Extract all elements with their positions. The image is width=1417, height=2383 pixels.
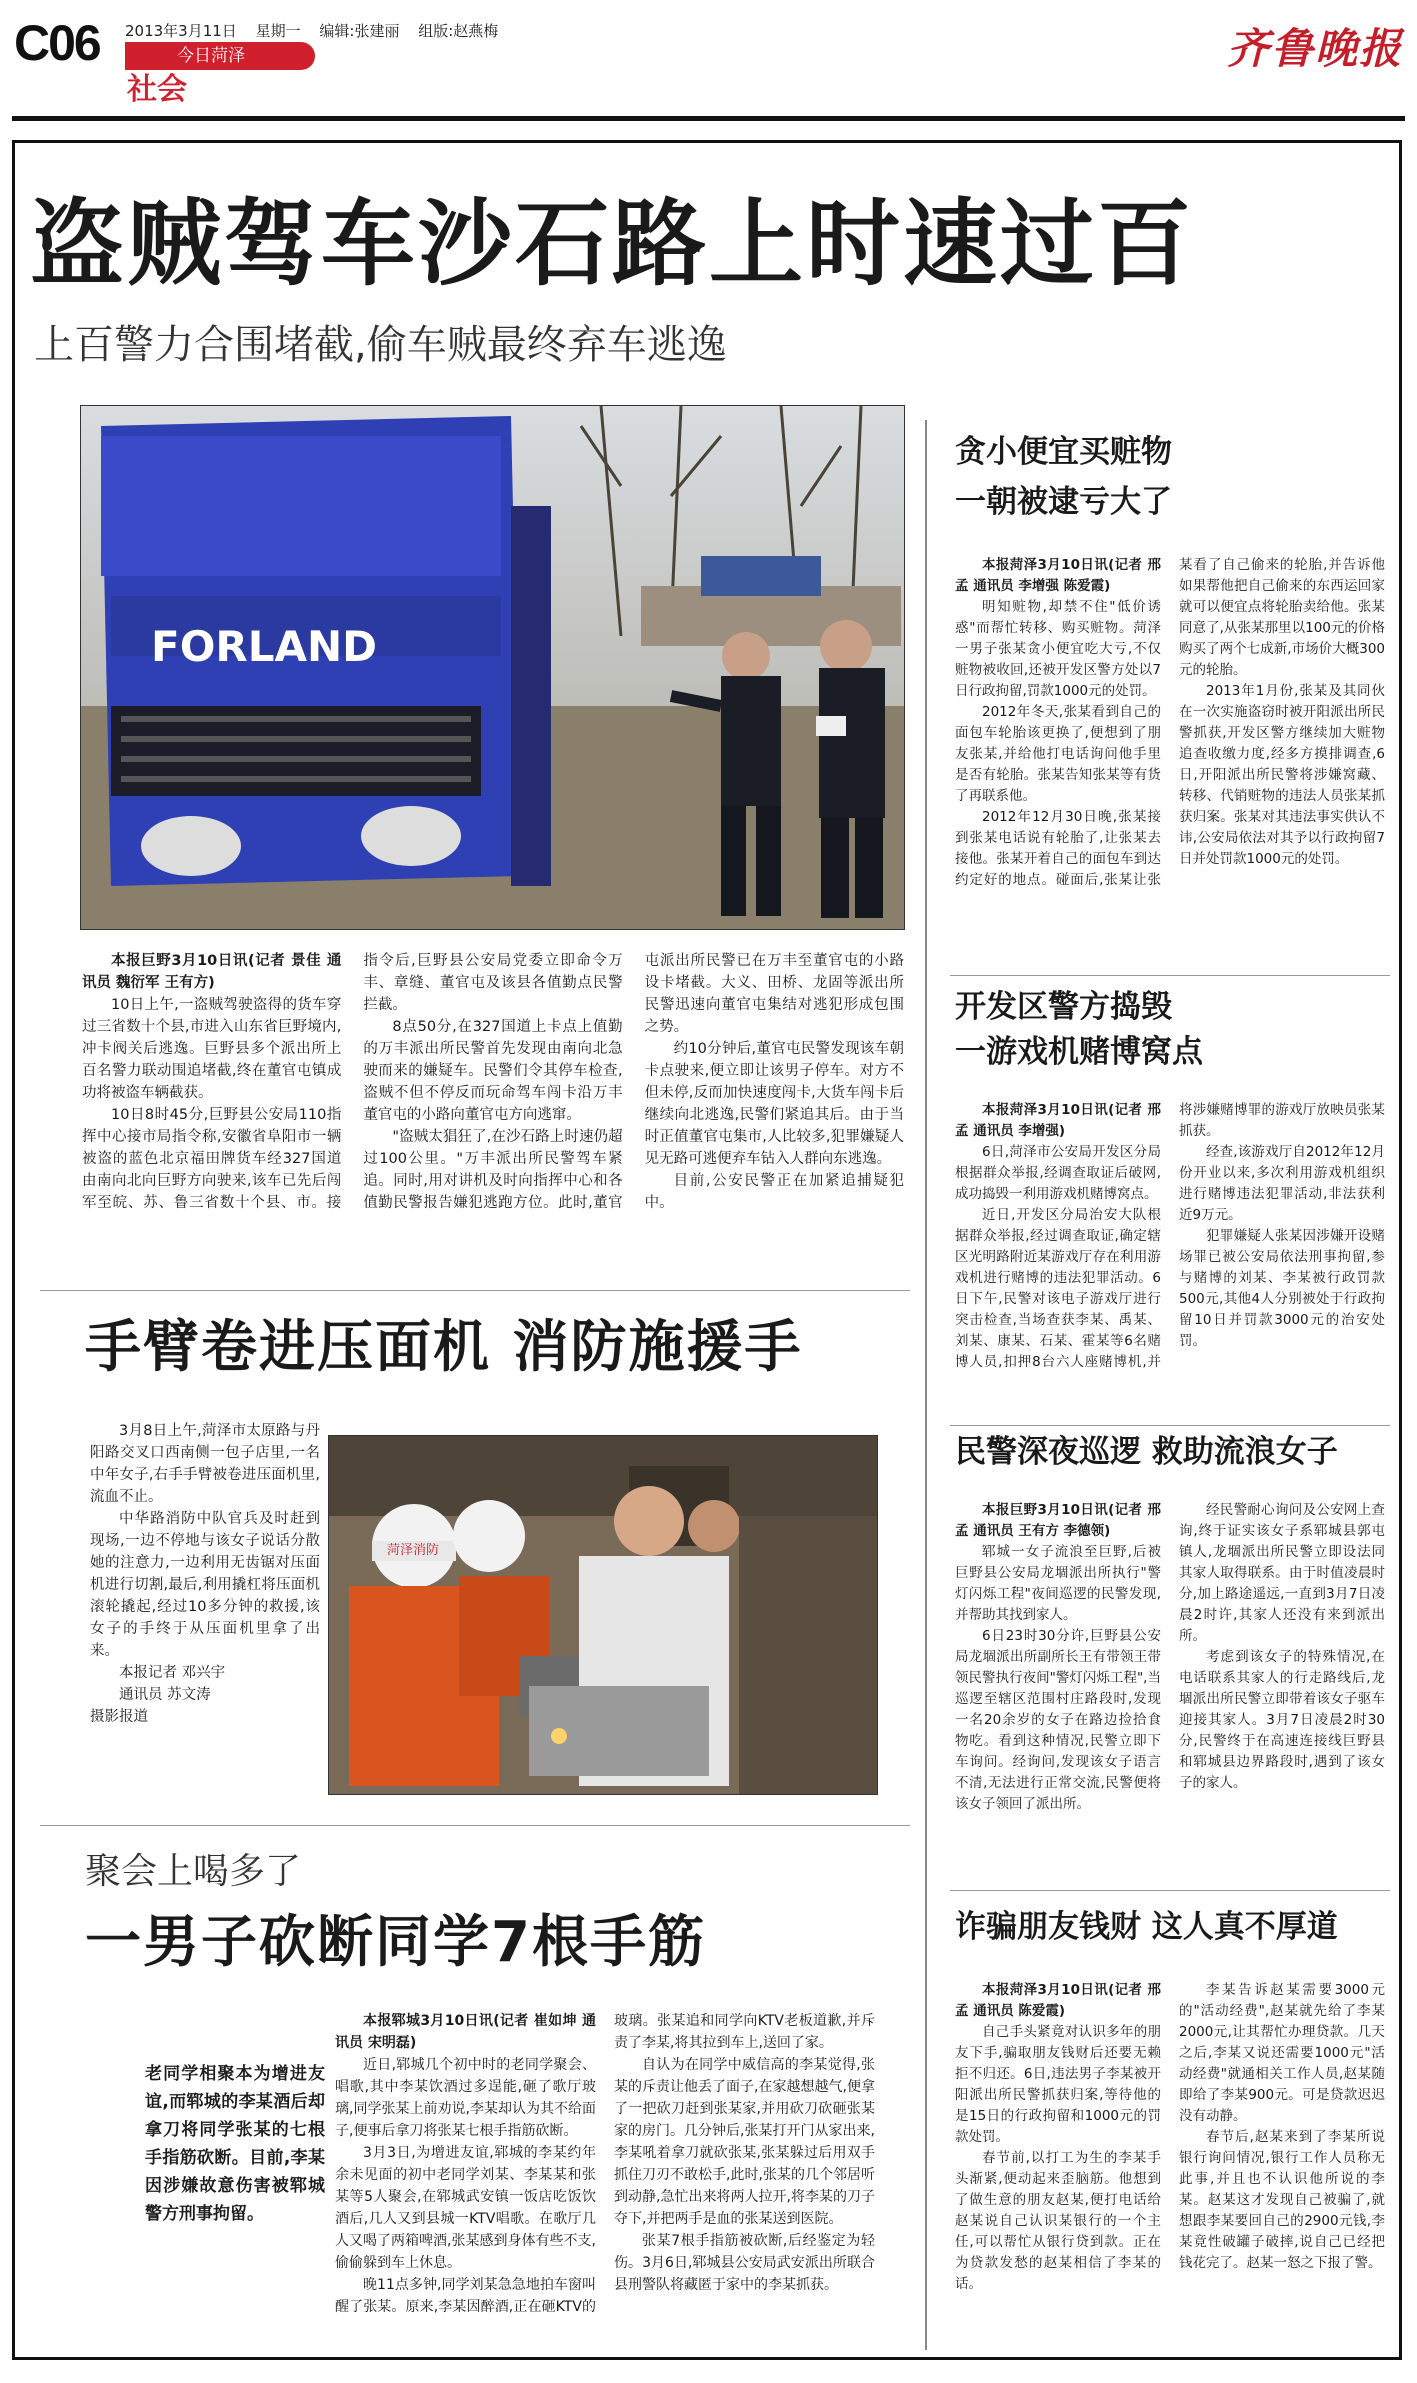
- right-story2-paragraph: 近日,开发区分局治安大队根据群众举报,经过调查取证,确定辖区光明路附近某游戏厅存在利用游戏机进行赌博的违法犯罪活动。6日下午,民警对该电子游戏厅进行突击检查,当场查获李某、禹某、刘某、康某、石某、霍某等6名赌博人员,扣押8台六人座赌博机,并将涉嫌赌博罪的游戏厅放映员张某抓获。: [955, 1102, 1385, 1370]
- right-story3-paragraph: 考虑到该女子的特殊情况,在电话联系其家人的行走路线后,龙堌派出所民警立即带着该女子驱车迎接其家人。3月7日凌晨2时30分,民警终于在高速连接线巨野县和郓城县边界路段时,遇到了该女子的家人。: [1179, 1649, 1385, 1791]
- fire-byline: 摄影报道: [90, 1709, 148, 1725]
- designer-credit: 组版:赵燕梅: [418, 22, 499, 40]
- right-divider: [950, 1425, 1390, 1426]
- fire-rescue-photo: [328, 1435, 878, 1795]
- fire-paragraph: 中华路消防中队官兵及时赶到现场,一边不停地与该女子说话分散她的注意力,一边利用无齿锯对压面机进行切割,最后,利用撬杠将压面机滚轮撬起,经过10多分钟的救援,该女子的手终于从压面机里拿了出来。: [90, 1511, 320, 1659]
- fight-kicker: 聚会上喝多了: [85, 1851, 302, 1892]
- right-story1-paragraph: 2013年1月份,张某及其同伙在一次实施盗窃时被开阳派出所民警抓获,开发区警方继续加大赃物追查收缴力度,经多方摸排调查,6日,开阳派出所民警将涉嫌窝藏、转移、代销赃物的违法人员张某抓获归案。张某对其违法事实供认不讳,公安局依法对其予以行政拘留7日并处罚款1000元的处罚。: [1179, 683, 1385, 867]
- fire-headline: 手臂卷进压面机 消防施援手: [85, 1315, 803, 1380]
- fire-body: [90, 1420, 320, 1820]
- right-story2-paragraph: 经查,该游戏厅自2012年12月份开业以来,多次利用游戏机组织进行赌博违法犯罪活动,非法获利近9万元。: [1179, 1144, 1385, 1223]
- fight-body: [335, 2010, 875, 2340]
- right-story2-byline: 本报菏泽3月10日讯(记者 邢孟 通讯员 李增强): [955, 1102, 1161, 1139]
- lead-byline: 本报巨野3月10日讯(记者 景佳 通讯员 魏衍军 王有方): [82, 953, 342, 991]
- right-story1-body: [955, 555, 1385, 965]
- issue-weekday: 星期一: [255, 22, 301, 40]
- lead-paragraph: 10日上午,一盗贼驾驶盗得的货车穿过三省数十个县,市进入山东省巨野境内,冲卡阀关后逃逸。巨野县多个派出所上百名警力联动围追堵截,终在董官屯镇成功将被盗车辆截获。: [82, 997, 342, 1101]
- right-story1-paragraph: 2012年12月30日晚,张某接到张某电话说有轮胎了,让张某去接他。张某开着自己的面包车到达约定好的地点。碰面后,张某让张某看了自己偷来的轮胎,并告诉他如果帮他把自己偷来的东西运回家就可以便宜点将轮胎卖给他。张某同意了,从张某那里以100元的价格购买了两个七成新,市场价大概300元的轮胎。: [955, 557, 1385, 888]
- right-story4-paragraph: 春节后,赵某来到了李某所说银行询问情况,银行工作人员称无此事,并且也不认识他所说的李某。赵某这才发现自己被骗了,就想跟李某要回自己的2900元钱,李某竟性破罐子破摔,说自己已经把钱花完了。赵某一怒之下报了警。: [1179, 2129, 1385, 2271]
- right-story4-body: [955, 1980, 1385, 2340]
- truck-police-illustration: [81, 406, 905, 930]
- right-story4-paragraph: 春节前,以打工为生的李某手头渐紧,便动起来歪脑筋。他想到了做生意的朋友赵某,便打电话给赵某说自己认识某银行的一个主任,可以帮忙从银行贷到款。正在为贷款发愁的赵某相信了李某的话。: [955, 2150, 1161, 2292]
- section-tab: 今日菏泽: [125, 42, 315, 70]
- section-divider: [40, 1290, 910, 1291]
- right-story3-headline: 民警深夜巡逻 救助流浪女子: [955, 1434, 1338, 1470]
- right-story2-headline-line1: 开发区警方捣毁: [955, 989, 1172, 1025]
- fight-headline: 一男子砍断同学7根手筋: [85, 1910, 706, 1975]
- fire-paragraph: 3月8日上午,菏泽市太原路与丹阳路交叉口西南侧一包子店里,一名中年女子,右手手臂被卷进压面机里,流血不止。: [90, 1423, 320, 1505]
- lead-subheadline: 上百警力合围堵截,偷车贼最终弃车逃逸: [34, 322, 727, 368]
- right-story2-paragraph: 犯罪嫌疑人张某因涉嫌开设赌场罪已被公安局依法刑事拘留,参与赌博的刘某、李某被行政罚款500元,其他4人分别被处于行政拘留10日并罚款3000元的治安处罚。: [1179, 1228, 1385, 1349]
- lead-paragraph: "盗贼太猖狂了,在沙石路上时速仍超过100公里。"万丰派出所民警驾车紧追。同时,用对讲机及时向指挥中心和各值勤民警报告嫌犯逃跑方位。此时,董官屯派出所民警已在万丰至董官屯的小路设卡堵截。大义、田桥、龙固等派出所民警迅速向董官屯集结对逃犯形成包围之势。: [363, 953, 904, 1211]
- fight-paragraph: 张某7根手指筋被砍断,后经鉴定为轻伤。3月6日,郓城县公安局武安派出所联合县刑警队将藏匿于家中的李某抓获。: [614, 2233, 875, 2293]
- right-story3-paragraph: 6日23时30分许,巨野县公安局龙堌派出所副所长王有带领王带领民警执行夜间"警灯闪烁工程",当巡逻至辖区范围村庄路段时,发现一名20余岁的女子在路边捡拾食物吃。看到这种情况,民警立即下车询问。经询问,发现该女子语言不清,无法进行正常交流,民警便将该女子领回了派出所。: [955, 1628, 1161, 1812]
- fight-paragraph: 3月3日,为增进友谊,郓城的李某约年余未见面的初中老同学刘某、李某某和张某等5人聚会,在郓城武安镇一饭店吃饭饮酒后,几人又到县城一KTV唱歌。在歌厅几人又喝了两箱啤酒,张某感到身体有些不支,偷偷躲到车上休息。: [335, 2145, 596, 2271]
- lead-paragraph: 目前,公安民警正在加紧追捕疑犯中。: [644, 1173, 904, 1211]
- helmet-label: 菏泽消防: [387, 1543, 440, 1558]
- truck-police-photo: [80, 405, 905, 930]
- right-story2-headline-line2: 一游戏机赌博窝点: [955, 1034, 1203, 1070]
- fight-paragraph: 晚11点多钟,同学刘某急急地拍车窗叫醒了张某。原来,李某因醉酒,正在砸KTV的玻璃。张某追和同学向KTV老板道歉,并斥责了李某,将其拉到车上,送回了家。: [335, 2013, 875, 2315]
- right-story1-paragraph: 2012年冬天,张某看到自己的面包车轮胎该更换了,便想到了朋友张某,并给他打电话询问他手里是否有轮胎。张某告知张某等有货了再联系他。: [955, 704, 1161, 804]
- right-divider: [950, 975, 1390, 976]
- right-story3-paragraph: 郓城一女子流浪至巨野,后被巨野县公安局龙堌派出所执行"警灯闪烁工程"夜间巡逻的民警发现,并帮助其找到家人。: [955, 1544, 1161, 1623]
- page-number: C06: [14, 15, 100, 71]
- lead-body: [82, 950, 904, 1270]
- header-rule: [12, 116, 1405, 121]
- lead-paragraph: 约10分钟后,董官屯民警发现该车朝卡点驶来,便立即让该男子停车。对方不但未停,反而加快速度闯卡,大货车闯卡后继续向北逃逸,民警们紧追其后。由于当时正值董官屯集市,人比较多,犯罪嫌疑人见无路可逃便弃车钻入人群向东逃逸。: [644, 1041, 904, 1167]
- editor-credit: 编辑:张建丽: [319, 22, 400, 40]
- newspaper-logo: 齐鲁晚报: [1226, 24, 1403, 73]
- lead-headline: 盗贼驾车沙石路上时速过百: [30, 190, 1195, 299]
- lead-paragraph: 8点50分,在327国道上卡点上值勤的万丰派出所民警首先发现由南向北急驶而来的嫌疑车。民警们令其停车检查,盗贼不但不停反而玩命驾车闯卡沿万丰董官屯的小路向董官屯方向逃窜。: [363, 1019, 623, 1123]
- fight-paragraph: 自认为在同学中威信高的李某觉得,张某的斥责让他丢了面子,在家越想越气,便拿了一把砍刀赶到张某家,并用砍刀砍砸张某家的房门。几分钟后,张某打开门从家出来,李某吼着拿刀就砍张某,张某躲过后用双手抓住刀刃不敢松手,此时,张某的几个邻居听到动静,急忙出来将两人拉开,将李某的刀子夺下,并把两手是血的张某送到医院。: [614, 2057, 875, 2227]
- truck-brand-label: FORLAND: [151, 622, 378, 671]
- fight-summary: 老同学相聚本为增进友谊,而郓城的李某酒后却拿刀将同学张某的七根手指筋砍断。目前,李某因涉嫌故意伤害被郓城警方刑事拘留。: [145, 2064, 325, 2224]
- right-story2-body: [955, 1100, 1385, 1425]
- right-story1-byline: 本报菏泽3月10日讯(记者 邢孟 通讯员 李增强 陈爱霞): [955, 557, 1161, 594]
- fire-rescue-illustration: [329, 1436, 878, 1795]
- section-name: 社会: [127, 72, 187, 107]
- right-story3-body: [955, 1500, 1385, 1880]
- fire-byline: 通讯员 苏文涛: [119, 1687, 211, 1703]
- right-story2-paragraph: 6日,菏泽市公安局开发区分局根据群众举报,经调查取证后破网,成功捣毁一利用游戏机赌博窝点。: [955, 1144, 1161, 1202]
- right-story4-byline: 本报菏泽3月10日讯(记者 邢孟 通讯员 陈爱霞): [955, 1982, 1161, 2019]
- fight-paragraph: 近日,郓城几个初中时的老同学聚会、唱歌,其中李某饮酒过多逞能,砸了歌厅玻璃,同学张某上前劝说,李某却认为其不给面子,便事后拿刀将张某七根手指筋砍断。: [335, 2057, 596, 2139]
- right-story3-paragraph: 经民警耐心询问及公安网上查询,终于证实该女子系郓城县郭屯镇人,龙堌派出所民警立即设法同其家人取得联系。由于时值凌晨时分,加上路途遥远,一直到3月7日凌晨2时许,其家人还没有来到派出所。: [1179, 1502, 1385, 1644]
- right-story4-headline: 诈骗朋友钱财 这人真不厚道: [955, 1909, 1338, 1945]
- right-story1-paragraph: 明知赃物,却禁不住"低价诱惑"而帮忙转移、购买赃物。菏泽一男子张某贪小便宜吃大亏,不仅赃物被收回,还被开发区警方处以7日行政拘留,罚款1000元的处罚。: [955, 599, 1161, 699]
- right-divider: [950, 1890, 1390, 1891]
- right-story1-headline-line1: 贪小便宜买赃物: [955, 434, 1172, 470]
- right-story4-paragraph: 李某告诉赵某需要3000元的"活动经费",赵某就先给了李某2000元,让其帮忙办理贷款。几天之后,李某又说还需要1000元"活动经费"就通相关工作人员,赵某随即给了李某900元。可是贷款迟迟没有动静。: [1179, 1982, 1385, 2124]
- fire-byline: 本报记者 邓兴宇: [119, 1665, 226, 1681]
- right-story3-byline: 本报巨野3月10日讯(记者 邢孟 通讯员 王有方 李德领): [955, 1502, 1161, 1539]
- section-divider: [40, 1825, 910, 1826]
- issue-date: 2013年3月11日: [125, 22, 237, 40]
- right-story1-headline-line2: 一朝被逮亏大了: [955, 484, 1172, 520]
- lead-paragraph: 10日8时45分,巨野县公安局110指挥中心接市局指令称,安徽省阜阳市一辆被盗的蓝色北京福田牌货车经327国道由南向北向巨野方向驶来,该车已先后闯军至皖、苏、鲁三省数十个县、市。接指令后,巨野县公安局党委立即命令万丰、章缝、董官屯及该县各值勤点民警拦截。: [82, 953, 623, 1211]
- column-separator: [925, 420, 927, 2350]
- header-meta: [125, 20, 512, 41]
- right-story4-paragraph: 自己手头紧竟对认识多年的朋友下手,骗取朋友钱财后还要无赖拒不归还。6日,违法男子李某被开阳派出所民警抓获归案,等待他的是15日的行政拘留和1000元的罚款处罚。: [955, 2024, 1161, 2145]
- fight-byline: 本报郓城3月10日讯(记者 崔如坤 通讯员 宋明磊): [335, 2013, 596, 2051]
